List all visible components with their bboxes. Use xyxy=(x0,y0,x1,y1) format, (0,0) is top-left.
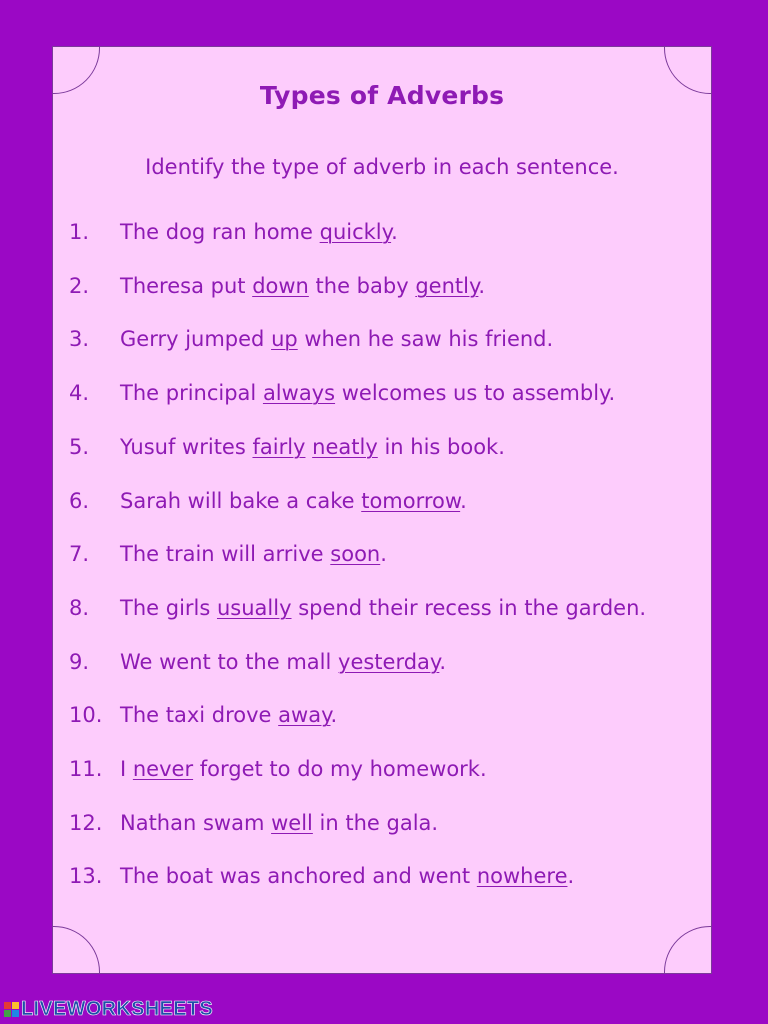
underlined-adverb: tomorrow xyxy=(361,488,461,513)
underlined-adverb: never xyxy=(132,757,194,781)
logo-square-blue xyxy=(12,1010,19,1017)
sentence-text: welcomes us to assembly. xyxy=(335,381,616,406)
question-item xyxy=(69,274,699,304)
sentence-text: in the gala. xyxy=(312,810,439,835)
question-sentence xyxy=(120,757,487,781)
sentence-text: Theresa put xyxy=(120,273,253,298)
sentence-text: Nathan swam xyxy=(120,810,272,835)
sentence-text: in his book. xyxy=(377,434,505,459)
worksheet-title: Types of Adverbs xyxy=(259,81,505,110)
underlined-adverb: up xyxy=(271,327,298,352)
liveworksheets-branding xyxy=(4,997,213,1021)
liveworksheets-logo-icon xyxy=(4,1002,19,1017)
sentence-text: The dog ran home xyxy=(120,220,320,244)
underlined-adverb: quickly xyxy=(319,220,392,244)
sentence-text: . xyxy=(439,649,447,674)
underlined-adverb: gently xyxy=(415,273,479,298)
question-number: 2. xyxy=(69,273,90,298)
sentence-text: . xyxy=(460,488,467,513)
question-number: 6. xyxy=(69,488,90,513)
question-sentence xyxy=(120,703,337,727)
question-item xyxy=(69,864,699,894)
question-number: 7. xyxy=(69,542,90,567)
sentence-text: Gerry jumped xyxy=(120,327,272,352)
question-number: 12. xyxy=(69,810,103,835)
sentence-text: . xyxy=(330,703,338,728)
sentence-text: The boat was anchored and went xyxy=(120,864,477,889)
question-item xyxy=(69,811,699,841)
logo-square-yellow xyxy=(12,1002,19,1009)
sentence-text: The train will arrive xyxy=(120,542,331,567)
sentence-text: forget to do my homework. xyxy=(193,757,487,781)
sentence-text: I xyxy=(120,757,133,781)
sentence-text: . xyxy=(567,864,575,889)
question-number: 8. xyxy=(69,595,90,620)
underlined-adverb: nowhere xyxy=(476,864,568,889)
sentence-text: Yusuf writes xyxy=(120,434,253,459)
question-sentence xyxy=(120,435,505,459)
question-sentence xyxy=(120,220,398,244)
question-item xyxy=(69,220,699,250)
question-sentence xyxy=(120,650,446,674)
logo-square-red xyxy=(4,1002,11,1009)
sentence-text: the baby xyxy=(308,273,416,298)
underlined-adverb: fairly xyxy=(252,434,306,459)
sentence-text: The principal xyxy=(120,381,263,406)
sentence-text: The taxi drove xyxy=(120,703,279,728)
question-item xyxy=(69,327,699,357)
question-sentence xyxy=(120,864,574,888)
worksheet-instruction: Identify the type of adverb in each sentence. xyxy=(145,155,619,179)
question-item xyxy=(69,757,699,787)
corner-arc-bottom-right xyxy=(664,926,712,974)
sentence-text: Sarah will bake a cake xyxy=(120,488,362,513)
worksheet-card xyxy=(52,46,712,974)
question-number: 4. xyxy=(69,381,90,406)
question-item xyxy=(69,596,699,626)
underlined-adverb: away xyxy=(278,703,331,728)
question-sentence xyxy=(120,381,615,405)
question-item xyxy=(69,650,699,680)
question-sentence xyxy=(120,489,467,513)
underlined-adverb: neatly xyxy=(312,434,378,459)
question-number: 10. xyxy=(69,703,103,728)
underlined-adverb: down xyxy=(252,273,309,298)
sentence-text: . xyxy=(391,220,398,244)
sentence-text: . xyxy=(478,273,486,298)
underlined-adverb: yesterday xyxy=(338,649,440,674)
question-sentence xyxy=(120,274,485,298)
sentence-text: when he saw his friend. xyxy=(297,327,554,352)
question-item xyxy=(69,542,699,572)
sentence-text: We went to the mall xyxy=(120,649,339,674)
underlined-adverb: usually xyxy=(216,595,292,620)
question-sentence xyxy=(120,327,553,351)
question-sentence xyxy=(120,542,387,566)
question-number: 11. xyxy=(69,757,103,781)
sentence-text: . xyxy=(380,542,387,567)
underlined-adverb: well xyxy=(271,810,313,835)
question-sentence xyxy=(120,811,438,835)
corner-arc-bottom-left xyxy=(52,926,100,974)
question-sentence xyxy=(120,596,646,620)
sentence-text: The girls xyxy=(120,595,217,620)
logo-square-green xyxy=(4,1010,11,1017)
brand-name: LIVEWORKSHEETS xyxy=(21,997,213,1020)
question-number: 5. xyxy=(69,434,90,459)
underlined-adverb: soon xyxy=(330,542,381,567)
question-number: 3. xyxy=(69,327,90,352)
question-item xyxy=(69,381,699,411)
question-item xyxy=(69,703,699,733)
question-item xyxy=(69,435,699,465)
question-number: 9. xyxy=(69,649,90,674)
question-item xyxy=(69,489,699,519)
question-number: 1. xyxy=(69,220,90,244)
sentence-text: spend their recess in the garden. xyxy=(291,595,647,620)
question-number: 13. xyxy=(69,864,103,889)
underlined-adverb: always xyxy=(262,381,336,406)
